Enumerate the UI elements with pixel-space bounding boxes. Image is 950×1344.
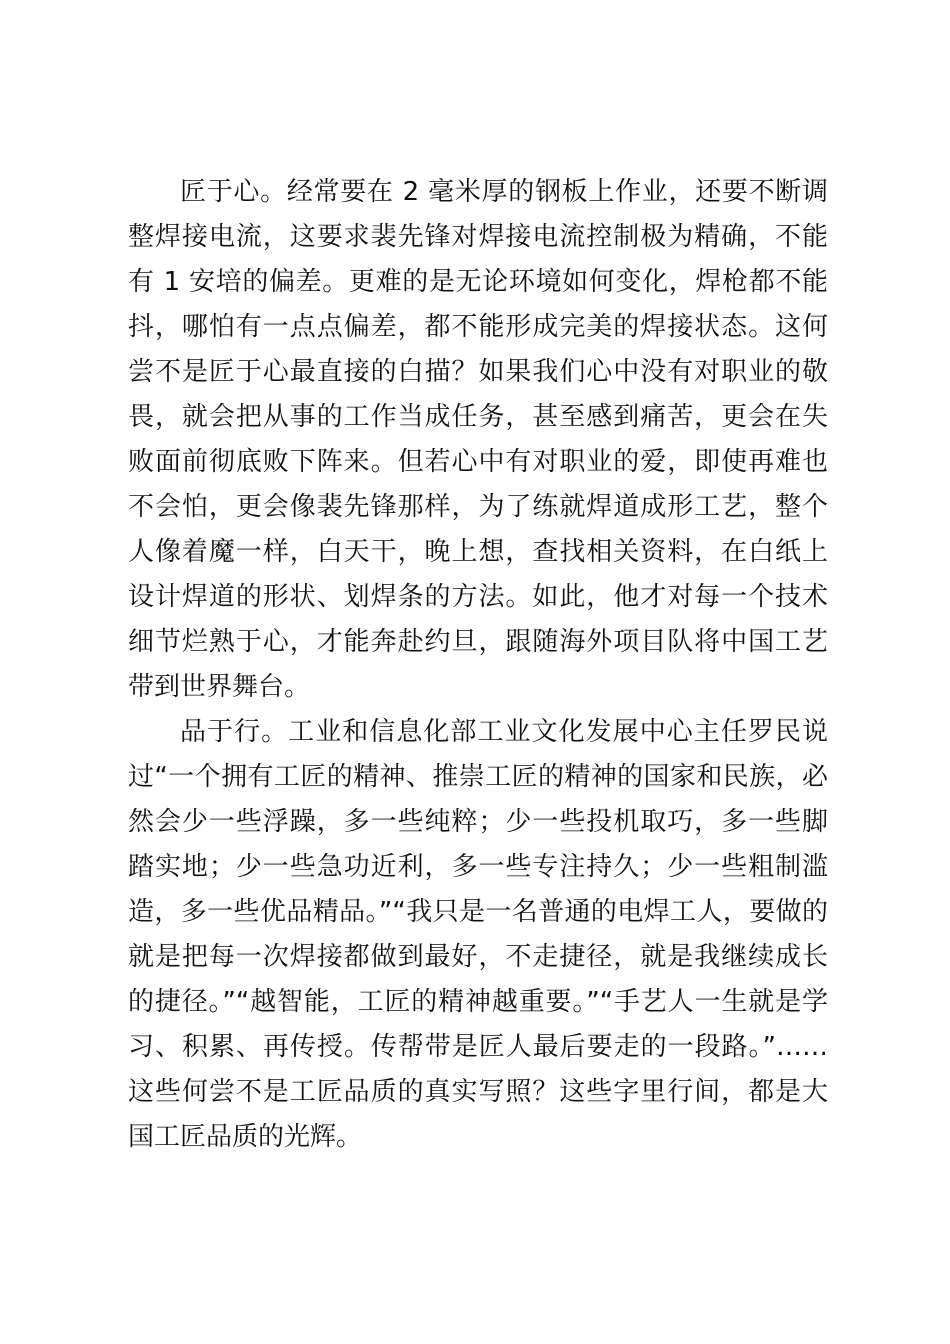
body-text <box>128 170 828 1160</box>
paragraph-craft-of-heart: 匠于心。经常要在 2 毫米厚的钢板上作业，还要不断调整焊接电流，这要求裴先锋对焊接电流控制极为精确，不能有 1 安培的偏差。更难的是无论环境如何变化，焊枪都不能抖，哪怕有一点点偏差，都不能形成完美的焊接状态。这何尝不是匠于心最直接的白描？如果我们心中没有对职业的敬畏，就会把从事的工作当成任务，甚至感到痛苦，更会在失败面前彻底败下阵来。但若心中有对职业的爱，即使再难也不会怕，更会像裴先锋那样，为了练就焊道成形工艺，整个人像着魔一样，白天干，晚上想，查找相关资料，在白纸上设计焊道的形状、划焊条的方法。如此，他才对每一个技术细节烂熟于心，才能奔赴约旦，跟随海外项目队将中国工艺带到世界舞台。 <box>128 177 828 702</box>
paragraph-quality-in-action: 品于行。工业和信息化部工业文化发展中心主任罗民说过“一个拥有工匠的精神、推崇工匠的精神的国家和民族，必然会少一些浮躁，多一些纯粹；少一些投机取巧，多一些脚踏实地；少一些急功近利，多一些专注持久；少一些粗制滥造，多一些优品精品。”“我只是一名普通的电焊工人，要做的就是把每一次焊接都做到最好，不走捷径，就是我继续成长的捷径。”“越智能，工匠的精神越重要。”“手艺人一生就是学习、积累、再传授。传帮带是匠人最后要走的一段路。”……这些何尝不是工匠品质的真实写照？这些字里行间，都是大国工匠品质的光辉。 <box>128 717 828 1152</box>
